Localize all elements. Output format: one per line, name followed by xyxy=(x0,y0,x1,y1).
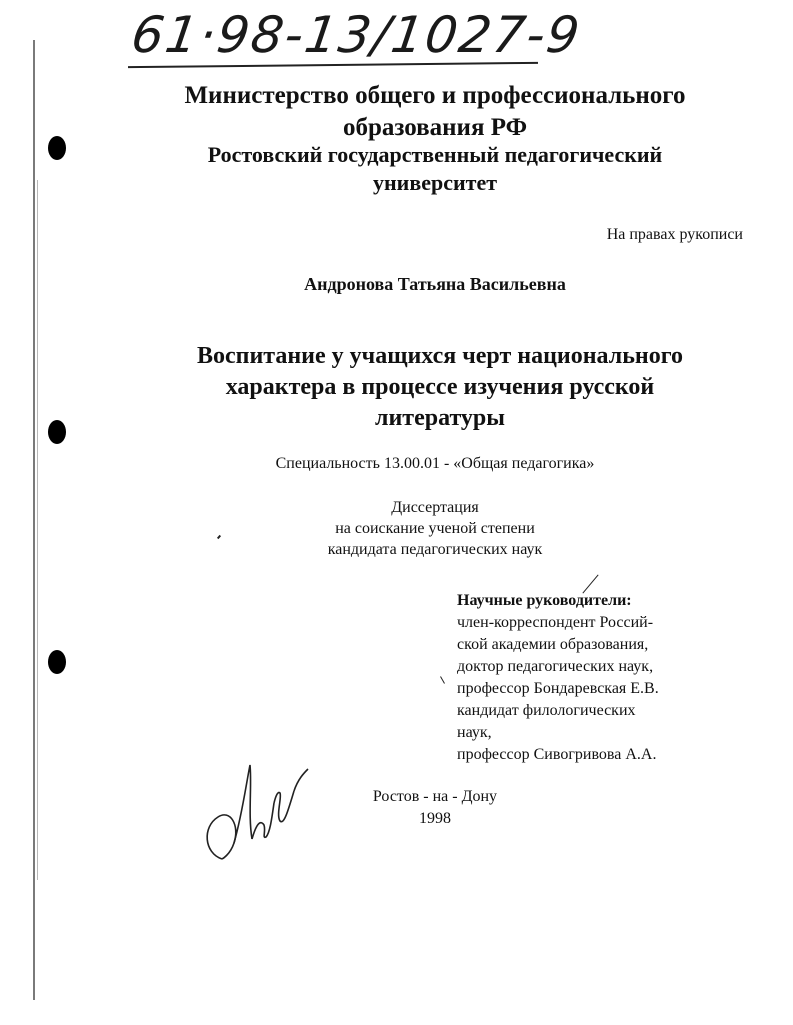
university-line: университет xyxy=(372,170,498,195)
city-and-year xyxy=(350,786,520,830)
title-line: характера в процессе изучения русской xyxy=(225,374,655,400)
advisor-line: кандидат филологических xyxy=(457,702,636,719)
title-line: Воспитание у учащихся черт национального xyxy=(196,343,684,369)
advisor-line: профессор Бондаревская Е.В. xyxy=(457,680,659,697)
author-name: Андронова Татьяна Васильевна xyxy=(304,274,566,294)
degree-line: на соискание ученой степени xyxy=(335,520,535,537)
advisor-line: ской академии образования, xyxy=(457,636,649,653)
punch-hole-icon xyxy=(48,136,66,160)
dissertation-title xyxy=(140,341,740,434)
specialty-line: Специальность 13.00.01 - «Общая педагогика» xyxy=(275,455,595,472)
advisor-line: доктор педагогических наук, xyxy=(457,658,654,675)
advisors-heading: Научные руководители: xyxy=(457,592,632,609)
ministry-header xyxy=(150,80,720,144)
stray-mark xyxy=(217,535,221,539)
ministry-line: Министерство общего и профессионального xyxy=(184,82,686,109)
city: Ростов - на - Дону xyxy=(372,788,498,805)
punch-hole-icon xyxy=(48,420,66,444)
binding-edge-line xyxy=(33,40,35,1000)
advisor-line: профессор Сивогривова А.А. xyxy=(457,746,657,763)
ministry-line: образования РФ xyxy=(342,114,528,141)
degree-line: кандидата педагогических наук xyxy=(327,541,543,558)
university-header xyxy=(150,141,720,197)
handwritten-registration-code: 61·98-13/1027-9 xyxy=(127,6,585,64)
punch-hole-icon xyxy=(48,650,66,674)
degree-statement xyxy=(250,497,620,560)
advisor-line: член-корреспондент Россий- xyxy=(457,614,654,631)
scientific-advisors xyxy=(457,590,659,766)
degree-line: Диссертация xyxy=(391,499,479,516)
advisor-line: наук, xyxy=(457,724,492,741)
year: 1998 xyxy=(419,810,451,827)
manuscript-note: На правах рукописи xyxy=(606,226,743,243)
university-line: Ростовский государственный педагогический xyxy=(207,142,663,167)
binding-edge-line-thin xyxy=(37,180,38,880)
stray-mark xyxy=(440,676,445,683)
handwritten-signature-icon xyxy=(200,755,320,875)
title-line: литературы xyxy=(374,405,506,431)
